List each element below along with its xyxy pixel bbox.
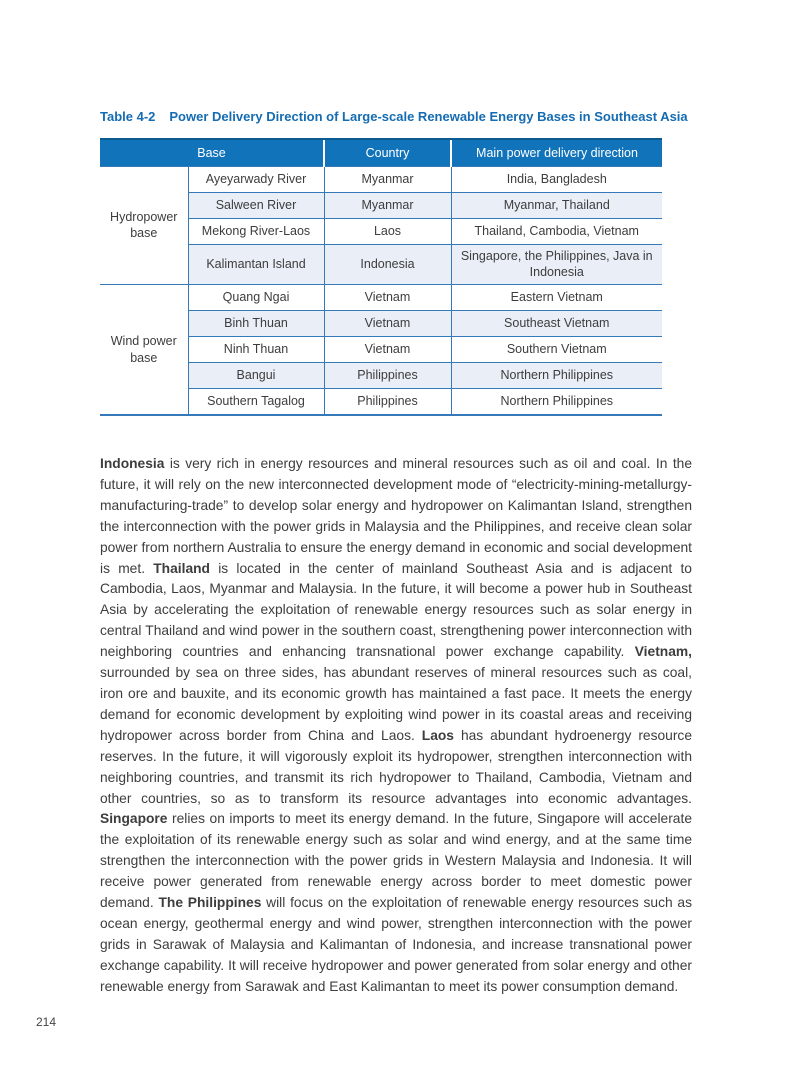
base-cell: Binh Thuan <box>188 311 324 337</box>
country-cell: Philippines <box>324 363 451 389</box>
body-paragraph <box>100 454 692 998</box>
direction-cell: Thailand, Cambodia, Vietnam <box>451 218 662 244</box>
base-cell: Salween River <box>188 192 324 218</box>
country-cell: Myanmar <box>324 192 451 218</box>
paragraph-text: has abundant hydroenergy resource reserves. In the future, it will vigorously exploit its hydropower, strengthen interconnection with neighboring countries, and transmit its rich hydropower to Thailand, Cambodia, Vietnam and other countries, so as to transform its resource advantages into economic advantages. <box>100 727 693 806</box>
bold-keyword: Thailand <box>153 560 210 576</box>
paragraph-text: will focus on the exploitation of renewable energy resources such as ocean energy, geothermal energy and wind power, strengthen interconnection with the power grids in Sarawak of Malaysia and Kalimantan of Indonesia, and increase transnational power exchange capability. It will receive hydropower and power generated from solar energy and other renewable energy from Sarawak and East Kalimantan to meet its power consumption demand. <box>100 895 692 994</box>
table-row <box>100 166 662 192</box>
paragraph-text: relies on imports to meet its energy demand. In the future, Singapore will accelerate the exploitation of its renewable energy such as solar and wind energy, and at the same time strengthen the interconnection with the power grids in Western Malaysia and Indonesia. It will receive power generated from renewable energy across border to meet domestic power demand. <box>100 811 692 911</box>
country-cell: Laos <box>324 218 451 244</box>
page-number: 214 <box>36 1015 57 1029</box>
country-cell: Philippines <box>324 389 451 415</box>
direction-cell: Northern Philippines <box>451 389 662 415</box>
paragraph-text: surrounded by sea on three sides, has abundant reserves of mineral resources such as coal, iron ore and bauxite, and its economic growth has maintained a fast pace. It meets the energy demand for economic development by exploiting wind power in its coastal areas and receiving hydropower across border from China and Laos. <box>100 665 692 743</box>
bold-keyword: Vietnam, <box>634 644 692 660</box>
base-cell: Southern Tagalog <box>188 389 324 415</box>
country-cell: Myanmar <box>324 166 451 192</box>
paragraph-text: is very rich in energy resources and mineral resources such as oil and coal. In the future, it will rely on the new interconnected development mode of “electricity-mining-metallurgy-manufacturing-trade” to develop solar energy and hydropower on Kalimantan Island, strengthen the interconnection with the power grids in Malaysia and the Philippines, and receive clean solar power from northern Australia to ensure the energy demand in economic and social development is met. <box>100 456 692 576</box>
table-caption <box>100 109 688 124</box>
power-delivery-table <box>100 138 662 416</box>
base-cell: Mekong River-Laos <box>188 218 324 244</box>
direction-cell: Singapore, the Philippines, Java in Indonesia <box>451 244 662 285</box>
table-body <box>100 166 662 415</box>
country-cell: Indonesia <box>324 244 451 285</box>
base-cell: Kalimantan Island <box>188 244 324 285</box>
country-cell: Vietnam <box>324 337 451 363</box>
bold-keyword: Indonesia <box>100 456 165 471</box>
table-caption-text: Power Delivery Direction of Large-scale Renewable Energy Bases in Southeast Asia <box>169 109 688 124</box>
base-cell: Quang Ngai <box>188 285 324 311</box>
bold-keyword: Laos <box>421 727 454 743</box>
direction-cell: Eastern Vietnam <box>451 285 662 311</box>
paragraph-text: is located in the center of mainland Southeast Asia and is adjacent to Cambodia, Laos, Myanmar and Malaysia. In the future, it will become a power hub in Southeast Asia by accelerating the exploitation of renewable energy resources such as solar energy in central Thailand and wind power in the southern coast, strengthening power interconnection with neighboring countries and enhancing transnational power exchange capability. <box>100 560 692 660</box>
group-label-cell: Wind power base <box>100 285 188 415</box>
table-header <box>100 139 662 166</box>
base-cell: Ninh Thuan <box>188 337 324 363</box>
group-label-cell: Hydropower base <box>100 166 188 285</box>
country-cell: Vietnam <box>324 311 451 337</box>
bold-keyword: The Philippines <box>158 895 262 911</box>
column-header-direction: Main power delivery direction <box>451 139 662 166</box>
table-row <box>100 285 662 311</box>
column-header-country: Country <box>324 139 451 166</box>
base-cell: Bangui <box>188 363 324 389</box>
country-cell: Vietnam <box>324 285 451 311</box>
column-header-base: Base <box>100 139 324 166</box>
bold-keyword: Singapore <box>100 811 168 827</box>
direction-cell: Myanmar, Thailand <box>451 192 662 218</box>
table-caption-label: Table 4-2 <box>100 109 156 124</box>
base-cell: Ayeyarwady River <box>188 166 324 192</box>
direction-cell: Northern Philippines <box>451 363 662 389</box>
direction-cell: Southeast Vietnam <box>451 311 662 337</box>
table-header-row <box>100 139 662 166</box>
direction-cell: Southern Vietnam <box>451 337 662 363</box>
direction-cell: India, Bangladesh <box>451 166 662 192</box>
